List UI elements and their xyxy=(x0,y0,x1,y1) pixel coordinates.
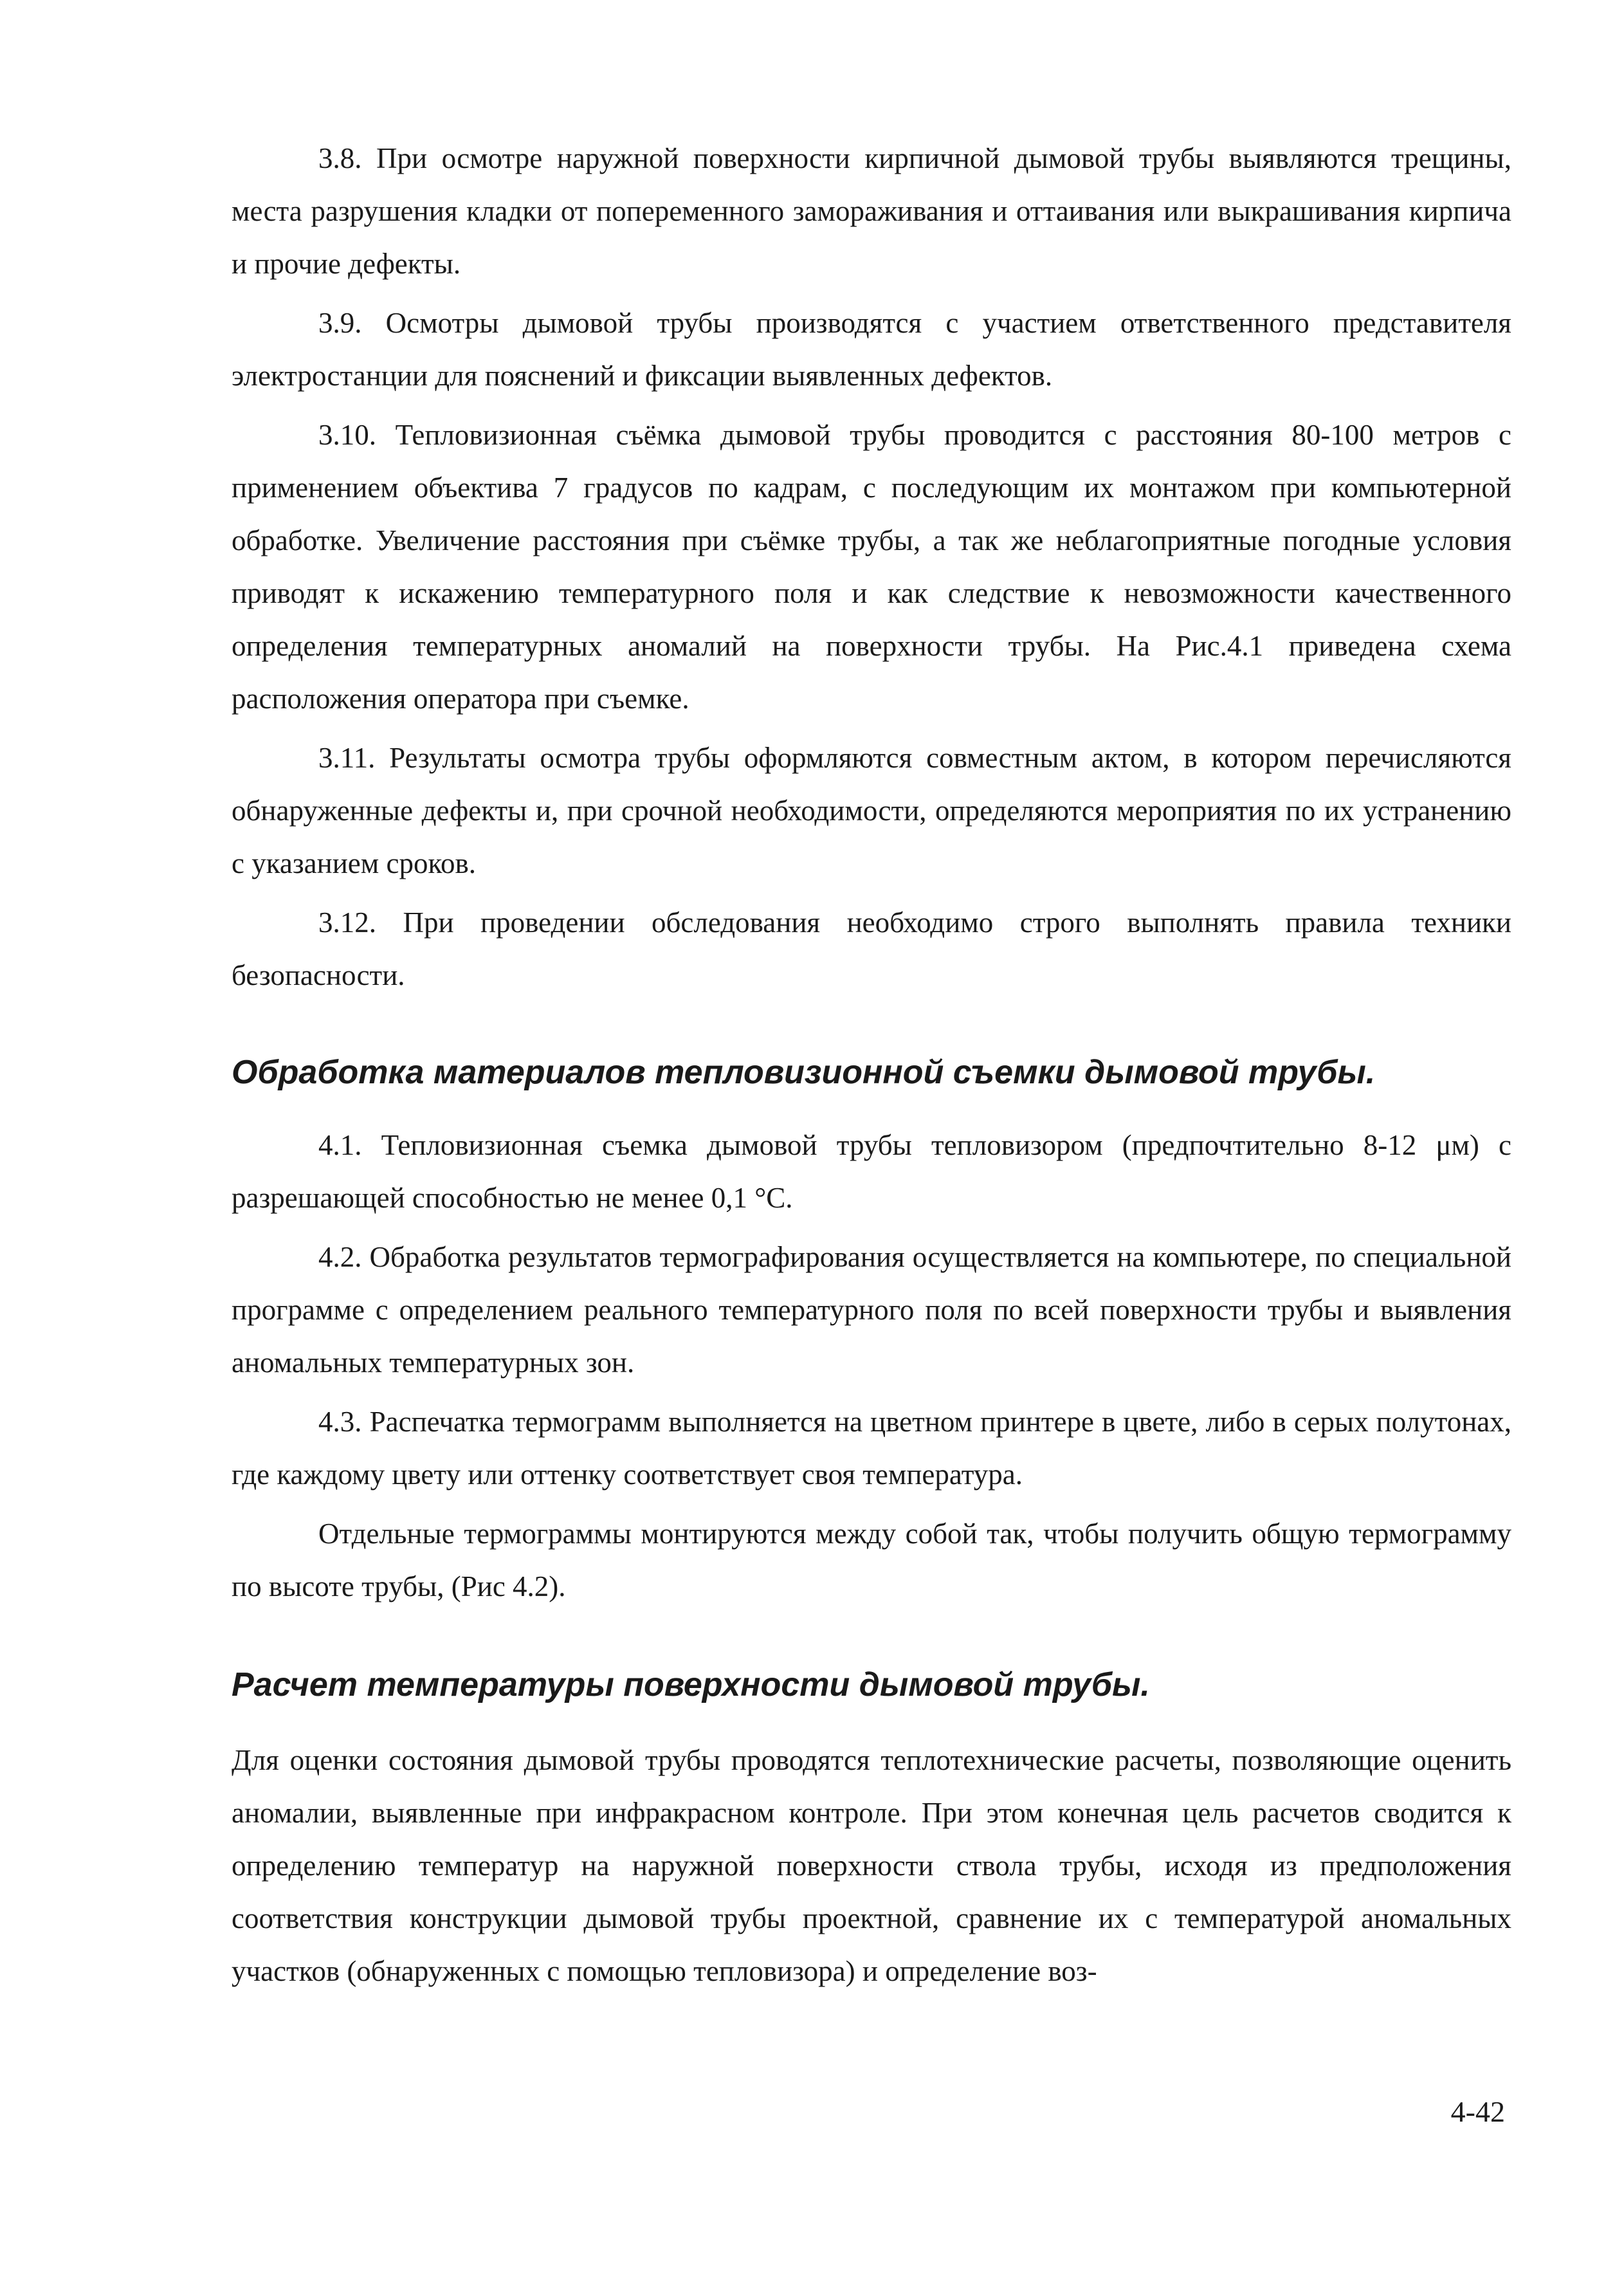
section-heading-calculation: Расчет температуры поверхности дымовой трубы. xyxy=(232,1666,1150,1703)
paragraph-4-1: 4.1. Тепловизионная съемка дымовой трубы тепловизором (предпочтительно 8-12 μм) с разрешающей способностью не менее 0,1 °С. xyxy=(232,1129,1511,1214)
paragraph-3-9: 3.9. Осмотры дымовой трубы производятся с участием ответственного представителя электростанции для пояснений и фиксации выявленных дефектов. xyxy=(232,307,1511,392)
paragraph-3-10: 3.10. Тепловизионная съёмка дымовой трубы проводится с расстояния 80-100 метров с применением объектива 7 градусов по кадрам, с последующим их монтажом при компьютерной обработке. Увеличение расстояния при съёмке трубы, а так же неблагоприятные погодные условия приводят к искажению температурного поля и как следствие к невозможности качественного определения температурных аномалий на поверхности трубы. На Рис.4.1 приведена схема расположения оператора при съемке. xyxy=(232,419,1511,715)
section-heading-processing: Обработка материалов тепловизионной съемки дымовой трубы. xyxy=(232,1054,1376,1091)
paragraph-thermograms-montage: Отдельные термограммы монтируются между собой так, чтобы получить общую термограмму по высоте трубы, (Рис 4.2). xyxy=(232,1518,1511,1602)
page-content xyxy=(232,132,1511,1997)
paragraph-3-8: 3.8. При осмотре наружной поверхности кирпичной дымовой трубы выявляются трещины, места разрушения кладки от попеременного замораживания и оттаивания или выкрашивания кирпича и прочие дефекты. xyxy=(232,142,1511,280)
paragraph-calculation-intro: Для оценки состояния дымовой трубы проводятся теплотехнические расчеты, позволяющие оценить аномалии, выявленные при инфракрасном контроле. При этом конечная цель расчетов сводится к определению температур на наружной поверхности ствола трубы, исходя из предположения соответствия конструкции дымовой трубы проектной, сравнение их с температурой аномальных участков (обнаруженных с помощью тепловизора) и определение воз- xyxy=(232,1744,1511,1987)
paragraph-3-11: 3.11. Результаты осмотра трубы оформляются совместным актом, в котором перечисляются обнаруженные дефекты и, при срочной необходимости, определяются мероприятия по их устранению с указанием сроков. xyxy=(232,742,1511,879)
paragraph-3-12: 3.12. При проведении обследования необходимо строго выполнять правила техники безопасности. xyxy=(232,906,1511,991)
paragraph-4-3: 4.3. Распечатка термограмм выполняется на цветном принтере в цвете, либо в серых полутонах, где каждому цвету или оттенку соответствует своя температура. xyxy=(232,1406,1511,1491)
page-number: 4-42 xyxy=(1450,2095,1505,2128)
paragraph-4-2: 4.2. Обработка результатов термографирования осуществляется на компьютере, по специальной программе с определением реального температурного поля по всей поверхности трубы и выявления аномальных температурных зон. xyxy=(232,1241,1511,1379)
